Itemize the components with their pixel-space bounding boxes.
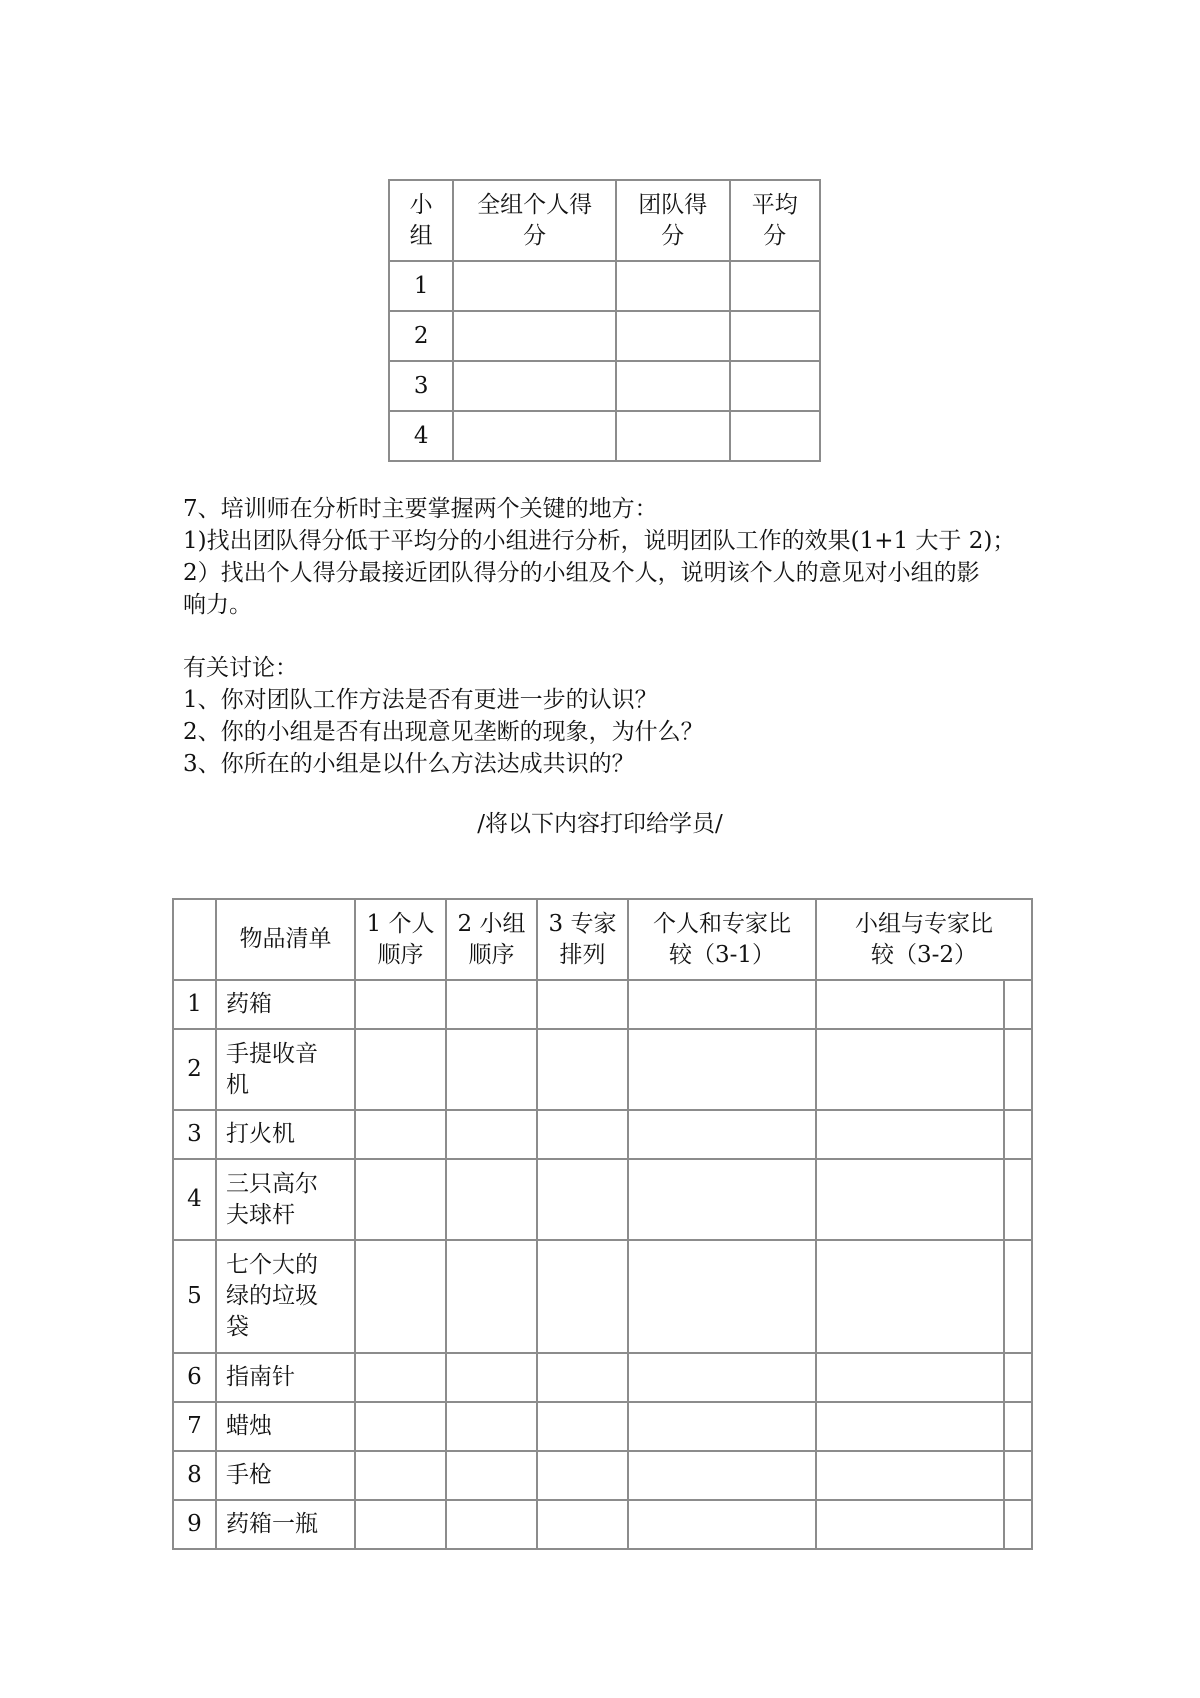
header-group-order: 2 小组 顺序	[446, 899, 537, 980]
analysis-block	[183, 493, 1043, 621]
table-row	[173, 1240, 1032, 1353]
score-table	[388, 179, 821, 462]
cell	[816, 1451, 1004, 1500]
cell	[537, 1159, 628, 1240]
header-individual-vs-expert: 个人和专家比 较（3-1）	[628, 899, 816, 980]
group-number: 1	[389, 261, 453, 311]
cell	[446, 1451, 537, 1500]
discussion-block	[183, 652, 1043, 780]
cell	[616, 311, 730, 361]
cell	[446, 980, 537, 1029]
table-row	[173, 1451, 1032, 1500]
item-number: 6	[173, 1353, 216, 1402]
header-individual-score: 全组个人得 分	[453, 180, 616, 261]
item-name: 手提收音 机	[216, 1029, 355, 1110]
cell	[628, 1451, 816, 1500]
header-item-list: 物品清单	[216, 899, 355, 980]
item-number: 1	[173, 980, 216, 1029]
table-row	[389, 361, 820, 411]
cell	[816, 1240, 1004, 1353]
discussion-item: 2、你的小组是否有出现意见垄断的现象，为什么？	[183, 719, 704, 745]
cell	[446, 1159, 537, 1240]
table-row	[173, 1159, 1032, 1240]
analysis-line: 1)找出团队得分低于平均分的小组进行分析，说明团队工作的效果(1+1 大于 2)；	[183, 528, 1016, 554]
cell	[355, 1110, 446, 1159]
header-expert-ranking: 3 专家 排列	[537, 899, 628, 980]
cell	[537, 1500, 628, 1549]
header-group-vs-expert: 小组与专家比 较（3-2）	[816, 899, 1032, 980]
discussion-title: 有关讨论：	[183, 655, 298, 681]
header-team-score: 团队得 分	[616, 180, 730, 261]
header-group: 小 组	[389, 180, 453, 261]
item-number: 9	[173, 1500, 216, 1549]
header-number	[173, 899, 216, 980]
cell	[730, 361, 820, 411]
group-number: 3	[389, 361, 453, 411]
cell	[537, 1029, 628, 1110]
cell	[537, 1353, 628, 1402]
cell	[616, 361, 730, 411]
table-row	[173, 1029, 1032, 1110]
item-name: 七个大的 绿的垃圾 袋	[216, 1240, 355, 1353]
cell	[446, 1240, 537, 1353]
item-number: 8	[173, 1451, 216, 1500]
cell	[537, 1402, 628, 1451]
item-number: 7	[173, 1402, 216, 1451]
analysis-line: 7、培训师在分析时主要掌握两个关键的地方：	[183, 496, 658, 522]
item-name: 三只高尔 夫球杆	[216, 1159, 355, 1240]
table-row	[389, 411, 820, 461]
cell	[816, 1029, 1004, 1110]
table-row	[389, 311, 820, 361]
item-name: 药箱一瓶	[216, 1500, 355, 1549]
cell	[355, 1159, 446, 1240]
cell	[355, 1500, 446, 1549]
trailing-cell	[1004, 1402, 1032, 1451]
cell	[816, 1159, 1004, 1240]
item-number: 2	[173, 1029, 216, 1110]
analysis-line: 响力。	[183, 592, 252, 618]
table-row	[389, 261, 820, 311]
table-row	[173, 1353, 1032, 1402]
group-number: 2	[389, 311, 453, 361]
trailing-cell	[1004, 1353, 1032, 1402]
cell	[628, 1240, 816, 1353]
cell	[730, 411, 820, 461]
trailing-cell	[1004, 980, 1032, 1029]
cell	[816, 1110, 1004, 1159]
cell	[537, 1240, 628, 1353]
item-name: 打火机	[216, 1110, 355, 1159]
analysis-line: 2）找出个人得分最接近团队得分的小组及个人，说明该个人的意见对小组的影	[183, 560, 980, 586]
cell	[537, 1451, 628, 1500]
cell	[355, 1240, 446, 1353]
print-note: /将以下内容打印给学员/	[477, 811, 723, 837]
items-table	[172, 898, 1033, 1550]
discussion-item: 1、你对团队工作方法是否有更进一步的认识？	[183, 687, 658, 713]
cell	[355, 1353, 446, 1402]
cell	[616, 261, 730, 311]
cell	[628, 1110, 816, 1159]
item-name: 蜡烛	[216, 1402, 355, 1451]
item-name: 药箱	[216, 980, 355, 1029]
cell	[537, 980, 628, 1029]
table-row	[173, 1402, 1032, 1451]
cell	[816, 1500, 1004, 1549]
cell	[816, 1402, 1004, 1451]
cell	[628, 1159, 816, 1240]
cell	[628, 1029, 816, 1110]
score-table-header-row	[389, 180, 820, 261]
cell	[453, 311, 616, 361]
cell	[446, 1029, 537, 1110]
item-name: 指南针	[216, 1353, 355, 1402]
trailing-cell	[1004, 1159, 1032, 1240]
cell	[816, 1353, 1004, 1402]
group-number: 4	[389, 411, 453, 461]
cell	[446, 1402, 537, 1451]
cell	[730, 311, 820, 361]
cell	[446, 1353, 537, 1402]
cell	[537, 1110, 628, 1159]
cell	[446, 1110, 537, 1159]
discussion-item: 3、你所在的小组是以什么方法达成共识的？	[183, 751, 635, 777]
cell	[355, 1029, 446, 1110]
table-row	[173, 1500, 1032, 1549]
table-row	[173, 1110, 1032, 1159]
cell	[355, 1451, 446, 1500]
cell	[730, 261, 820, 311]
item-name: 手枪	[216, 1451, 355, 1500]
cell	[616, 411, 730, 461]
cell	[628, 1402, 816, 1451]
trailing-cell	[1004, 1240, 1032, 1353]
cell	[628, 1500, 816, 1549]
cell	[453, 411, 616, 461]
table-row	[173, 980, 1032, 1029]
cell	[816, 980, 1004, 1029]
cell	[453, 261, 616, 311]
trailing-cell	[1004, 1110, 1032, 1159]
cell	[355, 980, 446, 1029]
trailing-cell	[1004, 1500, 1032, 1549]
header-average-score: 平均 分	[730, 180, 820, 261]
trailing-cell	[1004, 1451, 1032, 1500]
header-individual-order: 1 个人 顺序	[355, 899, 446, 980]
cell	[628, 1353, 816, 1402]
cell	[446, 1500, 537, 1549]
cell	[355, 1402, 446, 1451]
trailing-cell	[1004, 1029, 1032, 1110]
item-number: 5	[173, 1240, 216, 1353]
item-number: 4	[173, 1159, 216, 1240]
items-table-header-row	[173, 899, 1032, 980]
cell	[453, 361, 616, 411]
item-number: 3	[173, 1110, 216, 1159]
cell	[628, 980, 816, 1029]
